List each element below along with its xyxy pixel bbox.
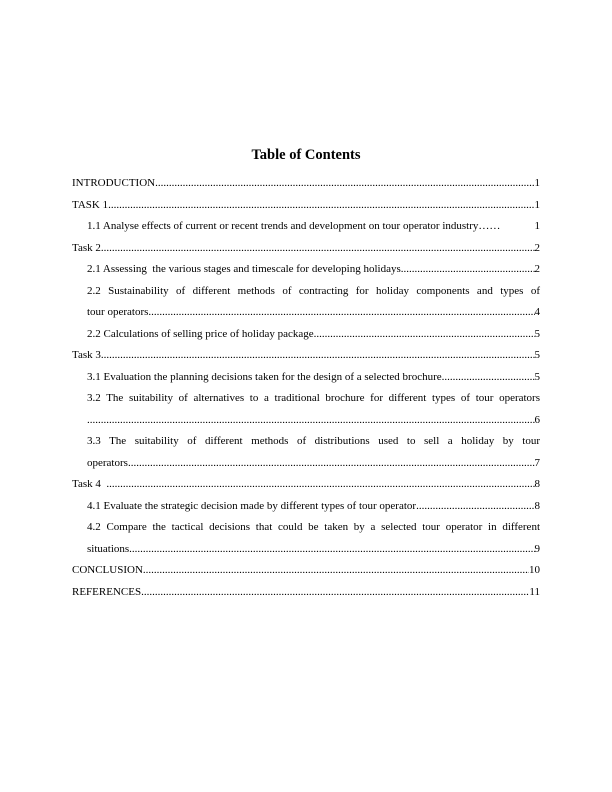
toc-entry-3-3[interactable] — [72, 431, 540, 474]
dot-leader — [128, 453, 535, 475]
toc-entry-2-1[interactable] — [72, 259, 540, 281]
toc-entry-conclusion[interactable] — [72, 560, 540, 582]
dot-leader — [442, 367, 535, 389]
dot-leader — [416, 496, 534, 518]
toc-entry-references[interactable] — [72, 582, 540, 604]
toc-entry-2-2-calculations[interactable] — [72, 324, 540, 346]
dot-leader — [108, 195, 534, 217]
toc-page-number: 8 — [534, 499, 540, 512]
toc-entry-3-2[interactable] — [72, 388, 540, 431]
toc-title: Table of Contents — [251, 147, 361, 163]
toc-entry-text: tour operators — [87, 306, 149, 318]
dot-leader — [106, 474, 534, 496]
dot-leader — [129, 539, 534, 561]
toc-page-number: 5 — [534, 370, 540, 383]
toc-entry-text: operators — [87, 456, 128, 469]
dot-leader — [401, 259, 535, 281]
toc-page-number: 1 — [534, 220, 540, 232]
toc-entry-text-line: 4.2 Compare the tactical decisions that could be taken by a selected tour operator in different — [87, 521, 540, 533]
toc-page-number: 4 — [534, 306, 540, 318]
toc-page-number: 5 — [534, 349, 540, 361]
dot-leader — [314, 324, 535, 346]
toc-entry-text: Task 3 — [72, 349, 101, 361]
table-of-contents — [72, 173, 540, 603]
toc-entry-text: 2.2 Calculations of selling price of holiday package — [87, 327, 314, 340]
toc-entry-task1[interactable] — [72, 195, 540, 217]
toc-entry-text: Task 2 — [72, 241, 101, 254]
toc-page-number: 7 — [534, 456, 540, 469]
dot-leader — [101, 345, 535, 367]
toc-entry-text: situations — [87, 542, 130, 555]
toc-page-number: 10 — [529, 564, 540, 576]
toc-entry-text: 1.1 Analyse effects of current or recent trends and development on tour operator industry…… — [87, 220, 501, 232]
toc-page-number: 2 — [534, 241, 540, 254]
toc-entry-text: 4.1 Evaluate the strategic decision made by different types of tour operator — [87, 499, 417, 512]
toc-entry-text: 2.1 Assessing the various stages and timescale for developing holidays — [87, 263, 401, 275]
toc-entry-task3[interactable] — [72, 345, 540, 367]
toc-entry-text-line: 3.3 The suitability of different methods of distributions used to sell a holiday by tour — [87, 435, 540, 447]
toc-entry-text: REFERENCES — [72, 585, 142, 598]
toc-entry-3-1[interactable] — [72, 367, 540, 389]
toc-page-number: 6 — [534, 413, 540, 426]
toc-entry-text: TASK 1 — [72, 198, 109, 211]
dot-leader — [148, 302, 534, 324]
toc-page-number: 8 — [534, 478, 540, 490]
toc-entry-text: 3.1 Evaluation the planning decisions taken for the design of a selected brochure — [87, 370, 442, 383]
toc-entry-text: Task 4 — [72, 478, 107, 490]
dot-leader — [155, 173, 534, 195]
toc-entry-introduction[interactable] — [72, 173, 540, 195]
toc-entry-4-2[interactable] — [72, 517, 540, 560]
toc-entry-4-1[interactable] — [72, 496, 540, 518]
toc-entry-text-line: 2.2 Sustainability of different methods of contracting for holiday components and types of — [87, 284, 540, 297]
dot-leader — [141, 582, 529, 604]
toc-entry-2-2-sustainability[interactable] — [72, 281, 540, 324]
toc-page-number: 11 — [529, 585, 540, 598]
toc-page-number: 1 — [534, 198, 540, 211]
toc-page-number: 9 — [534, 542, 540, 555]
toc-entry-task2[interactable] — [72, 238, 540, 260]
toc-entry-text: INTRODUCTION — [72, 177, 156, 189]
toc-entry-task4[interactable] — [72, 474, 540, 496]
toc-entry-text: CONCLUSION — [72, 564, 143, 576]
dot-leader — [101, 238, 535, 260]
toc-page-number: 2 — [534, 263, 540, 275]
dot-leader — [87, 410, 535, 432]
toc-entry-text-line: 3.2 The suitability of alternatives to a traditional brochure for different types of tour operators — [87, 392, 540, 404]
toc-page-number: 5 — [534, 327, 540, 340]
dot-leader — [143, 560, 529, 582]
toc-page-number: 1 — [534, 177, 540, 189]
toc-entry-1-1[interactable] — [72, 216, 540, 238]
